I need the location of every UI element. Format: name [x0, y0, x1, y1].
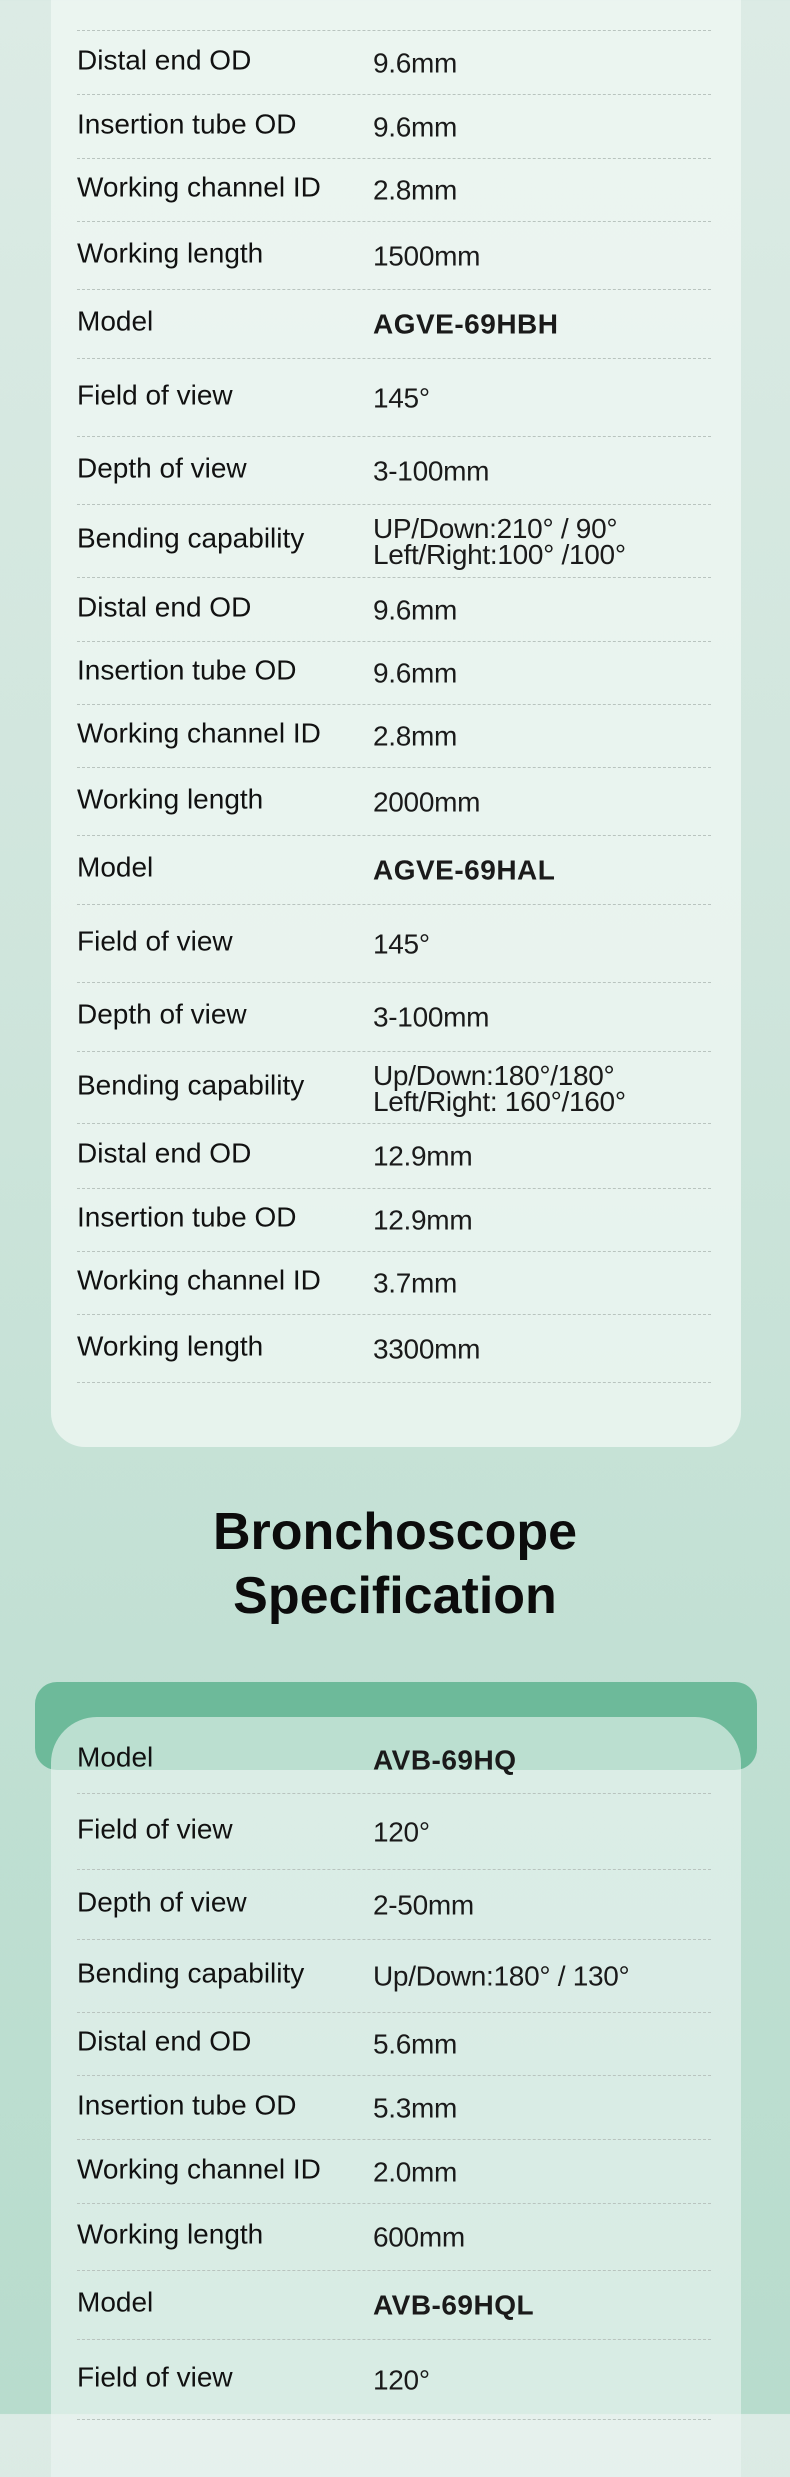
spec-label: Model — [77, 2286, 154, 2318]
spec-row — [77, 1794, 711, 1870]
spec-label: Field of view — [77, 378, 233, 410]
spec-label: Working channel ID — [77, 1264, 321, 1296]
spec-row — [77, 1940, 711, 2013]
spec-value: 600mm — [373, 2221, 465, 2253]
spec-value: 2000mm — [373, 786, 481, 818]
spec-label: Model — [77, 851, 154, 883]
spec-label: Model — [77, 1741, 154, 1773]
spec-row — [77, 2204, 711, 2271]
spec-row — [77, 359, 711, 437]
spec-label: Working channel ID — [77, 717, 321, 749]
spec-value: 9.6mm — [373, 111, 458, 143]
spec-row — [77, 1189, 711, 1252]
spec-row — [77, 768, 711, 836]
spec-row — [77, 31, 711, 95]
model-name: AGVE-69HAL — [373, 854, 556, 886]
spec-row — [77, 505, 711, 578]
spec-label: Bending capability — [77, 522, 305, 554]
spec-row — [77, 1124, 711, 1189]
spec-value: 3.7mm — [373, 1267, 458, 1299]
spec-value: 12.9mm — [373, 1140, 473, 1172]
spec-value: Up/Down:180° / 130° — [373, 1960, 630, 1992]
spec-row — [77, 1315, 711, 1383]
spec-label: Field of view — [77, 1812, 233, 1844]
spec-label: Insertion tube OD — [77, 2088, 297, 2120]
spec-row — [77, 437, 711, 505]
spec-value: 2.0mm — [373, 2156, 458, 2188]
bronchoscope-spec-title: Bronchoscope Specification — [212, 1503, 578, 1625]
spec-value: 2-50mm — [373, 1889, 474, 1921]
spec-row — [77, 578, 711, 642]
spec-row — [77, 705, 711, 768]
spec-value: 5.3mm — [373, 2092, 458, 2124]
spec-label: Depth of view — [77, 451, 247, 483]
model-name: AVB-69HQL — [373, 2289, 535, 2321]
spec-row — [77, 2271, 711, 2340]
spec-value: UP/Down:210° / 90° Left/Right:100° /100° — [373, 513, 626, 571]
spec-value: Up/Down:180°/180° Left/Right: 160°/160° — [373, 1059, 626, 1117]
model-name: AGVE-69HBH — [373, 308, 559, 340]
spec-row — [77, 95, 711, 159]
spec-row — [77, 1052, 711, 1124]
spec-label: Distal end OD — [77, 43, 252, 75]
spec-value: 9.6mm — [373, 47, 458, 79]
spec-label: Field of view — [77, 924, 233, 956]
spec-label: Distal end OD — [77, 2025, 252, 2057]
spec-label: Insertion tube OD — [77, 107, 297, 139]
spec-value: 12.9mm — [373, 1204, 473, 1236]
spec-value: 120° — [373, 2364, 430, 2396]
spec-value: 2.8mm — [373, 720, 458, 752]
spec-label: Distal end OD — [77, 590, 252, 622]
spec-row — [77, 2076, 711, 2140]
spec-row — [77, 1870, 711, 1940]
endoscope-spec-card — [51, 0, 741, 1447]
spec-label: Depth of view — [77, 998, 247, 1030]
spec-row — [77, 2140, 711, 2204]
spec-row — [77, 290, 711, 359]
spec-value: 3-100mm — [373, 1001, 490, 1033]
spec-label: Working length — [77, 2218, 264, 2250]
spec-label: Working length — [77, 782, 264, 814]
spec-label: Insertion tube OD — [77, 1201, 297, 1233]
spec-value: 145° — [373, 382, 430, 414]
spec-value: 9.6mm — [373, 594, 458, 626]
spec-value: 1500mm — [373, 240, 481, 272]
spec-label: Working channel ID — [77, 2152, 321, 2184]
spec-row-partial — [77, 0, 711, 31]
spec-label: Depth of view — [77, 1885, 247, 1917]
spec-label: Working length — [77, 236, 264, 268]
model-name: AVB-69HQ — [373, 1744, 517, 1776]
spec-row — [77, 642, 711, 705]
spec-label: Distal end OD — [77, 1137, 252, 1169]
spec-row — [77, 222, 711, 290]
spec-row — [77, 2013, 711, 2076]
spec-row — [77, 1727, 711, 1794]
spec-value: 3300mm — [373, 1333, 481, 1365]
spec-value: 3-100mm — [373, 455, 490, 487]
spec-value: 9.6mm — [373, 657, 458, 689]
spec-value: 145° — [373, 928, 430, 960]
spec-label: Model — [77, 305, 154, 337]
spec-row — [77, 836, 711, 905]
spec-label: Insertion tube OD — [77, 654, 297, 686]
spec-value: 2.8mm — [373, 174, 458, 206]
spec-row — [77, 983, 711, 1052]
spec-row — [77, 2340, 711, 2420]
spec-label: Bending capability — [77, 1068, 305, 1100]
bronchoscope-spec-card — [51, 1717, 741, 2477]
spec-label: Field of view — [77, 2360, 233, 2392]
spec-row — [77, 1252, 711, 1315]
spec-row — [77, 159, 711, 222]
spec-label: Bending capability — [77, 1957, 305, 1989]
spec-label: Working length — [77, 1329, 264, 1361]
spec-label: Working channel ID — [77, 171, 321, 203]
spec-row — [77, 905, 711, 983]
spec-value: 5.6mm — [373, 2028, 458, 2060]
spec-value: 120° — [373, 1816, 430, 1848]
